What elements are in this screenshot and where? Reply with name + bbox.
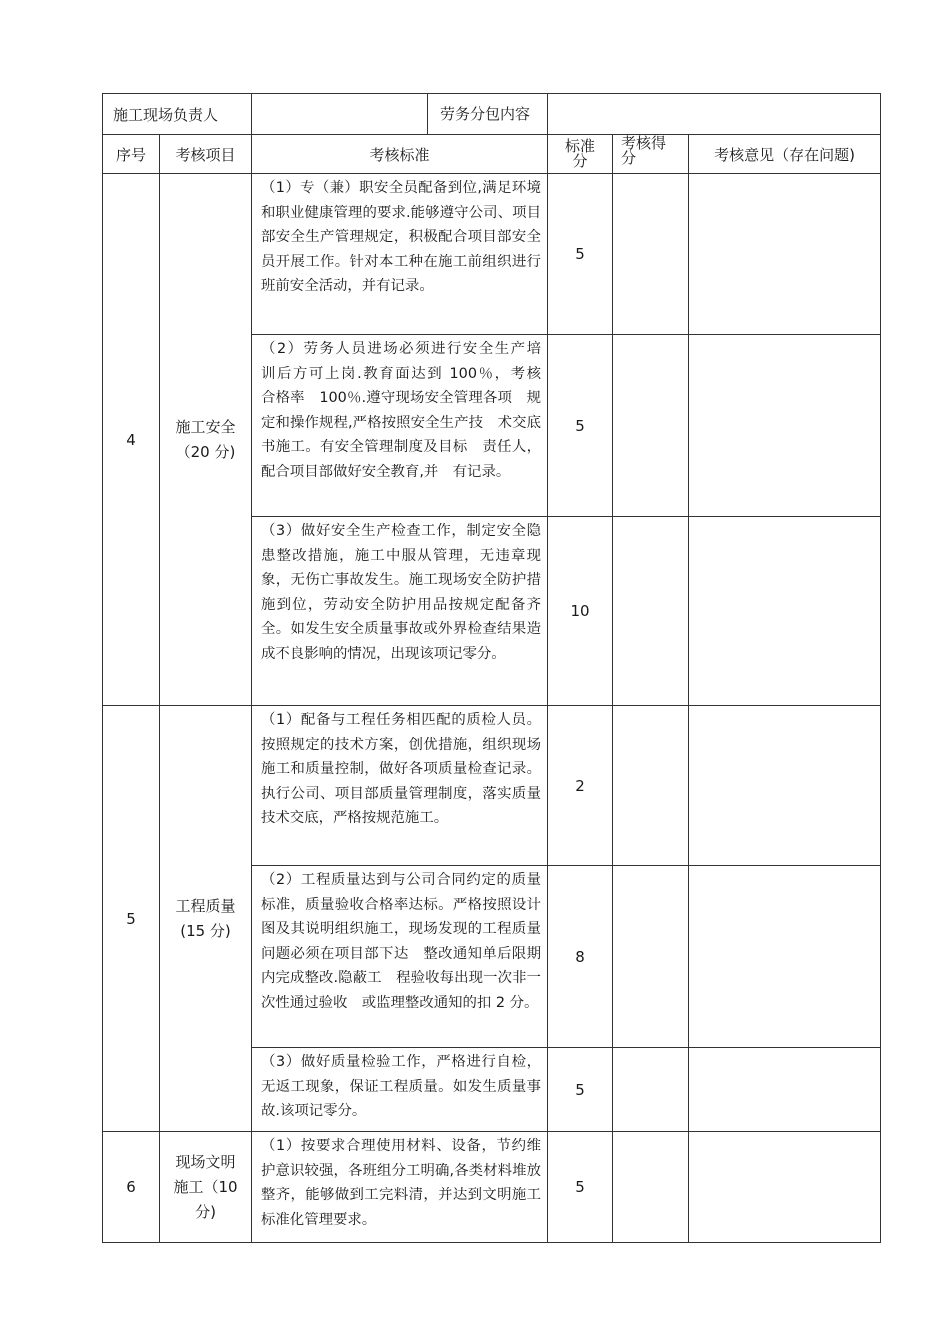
score-cell[interactable] xyxy=(613,1048,689,1132)
section-item-line: 施工（10 xyxy=(173,1177,238,1196)
score-cell[interactable] xyxy=(613,174,689,335)
header-row xyxy=(103,94,881,135)
opinion-cell[interactable] xyxy=(689,706,881,866)
section-item-line: （20 分) xyxy=(175,442,236,461)
site-manager-label: 施工现场负责人 xyxy=(103,94,252,135)
opinion-cell[interactable] xyxy=(689,866,881,1048)
column-header-row xyxy=(103,135,881,174)
score-cell[interactable] xyxy=(613,517,689,706)
section-number: 5 xyxy=(103,706,160,1132)
section-number: 6 xyxy=(103,1132,160,1243)
col-score xyxy=(613,135,689,174)
col-standard: 考核标准 xyxy=(252,135,548,174)
score-cell[interactable] xyxy=(613,866,689,1048)
section-item-line: 施工安全 xyxy=(175,417,236,436)
section-item xyxy=(160,706,252,1132)
criterion-text: （1）配备与工程任务相匹配的质检人员。按照规定的技术方案，创优措施，组织现场施工和质量控制，做好各项质量检查记录。执行公司、项目部质量管理制度，落实质量技术交底，严格按规范施工。 xyxy=(252,706,548,866)
standard-score: 2 xyxy=(548,706,613,866)
standard-score: 5 xyxy=(548,335,613,517)
col-std-score-line2: 分 xyxy=(572,152,588,170)
criterion-text: （2）劳务人员进场必须进行安全生产培 训后方可上岗.教育面达到 100％，考核 合格率 100％.遵守现场安全管理各项 规定和操作规程,严格按照安全生产技 术交底书施工。有安全管理制度及目标 责任人，配合项目部做好安全教育,并 有记录。 xyxy=(252,335,548,517)
col-std-score xyxy=(548,135,613,174)
section-item-line: 分) xyxy=(195,1202,216,1221)
criterion-text: （1）专（兼）职安全员配备到位,满足环境和职业健康管理的要求.能够遵守公司、项目部安全生产管理规定，积极配合项目部安全员开展工作。针对本工种在施工前组织进行班前安全活动，并有记录。 xyxy=(252,174,548,335)
col-opinion: 考核意见（存在问题) xyxy=(689,135,881,174)
col-item: 考核项目 xyxy=(160,135,252,174)
criterion-text: （3）做好质量检验工作，严格进行自检，无返工现象，保证工程质量。如发生质量事故.该项记零分。 xyxy=(252,1048,548,1132)
site-manager-field[interactable] xyxy=(252,94,548,135)
score-cell[interactable] xyxy=(613,335,689,517)
standard-score: 5 xyxy=(548,1048,613,1132)
col-score-line1: 考核得 xyxy=(621,134,667,152)
section-item-line: 现场文明 xyxy=(175,1152,236,1171)
opinion-cell[interactable] xyxy=(689,1132,881,1243)
section-item-line: 工程质量 xyxy=(175,896,236,915)
score-cell[interactable] xyxy=(613,1132,689,1243)
standard-score: 8 xyxy=(548,866,613,1048)
opinion-cell[interactable] xyxy=(689,335,881,517)
subcontract-value[interactable] xyxy=(548,94,881,135)
table-row xyxy=(103,1132,881,1243)
section-item-line: (15 分) xyxy=(180,921,231,940)
standard-score: 5 xyxy=(548,174,613,335)
assessment-table xyxy=(102,93,881,1243)
score-cell[interactable] xyxy=(613,706,689,866)
opinion-cell[interactable] xyxy=(689,174,881,335)
opinion-cell[interactable] xyxy=(689,1048,881,1132)
opinion-cell[interactable] xyxy=(689,517,881,706)
criterion-text: （3）做好安全生产检查工作，制定安全隐患整改措施，施工中服从管理，无违章现象，无伤亡事故发生。施工现场安全防护措施到位，劳动安全防护用品按规定配备齐全。如发生安全质量事故或外界检查结果造成不良影响的情况，出现该项记零分。 xyxy=(252,517,548,706)
col-std-score-line1: 标准 xyxy=(565,137,596,155)
site-manager-value[interactable] xyxy=(252,94,427,134)
table-row xyxy=(103,706,881,866)
col-no: 序号 xyxy=(103,135,160,174)
standard-score: 10 xyxy=(548,517,613,706)
section-item xyxy=(160,1132,252,1243)
section-item xyxy=(160,174,252,706)
subcontract-label: 劳务分包内容 xyxy=(427,94,547,134)
standard-score: 5 xyxy=(548,1132,613,1243)
criterion-text: （2）工程质量达到与公司合同约定的质量标准，质量验收合格率达标。严格按照设计图及其说明组织施工，现场发现的工程质量问题必须在项目部下达 整改通知单后限期内完成整改.隐蔽工 程验收每出现一次非一次性通过验收 或监理整改通知的扣 2 分。 xyxy=(252,866,548,1048)
col-score-line2: 分 xyxy=(621,149,637,167)
criterion-text: （1）按要求合理使用材料、设备，节约维护意识较强，各班组分工明确,各类材料堆放整齐，能够做到工完料清，并达到文明施工标准化管理要求。 xyxy=(252,1132,548,1243)
section-number: 4 xyxy=(103,174,160,706)
table-row xyxy=(103,174,881,335)
